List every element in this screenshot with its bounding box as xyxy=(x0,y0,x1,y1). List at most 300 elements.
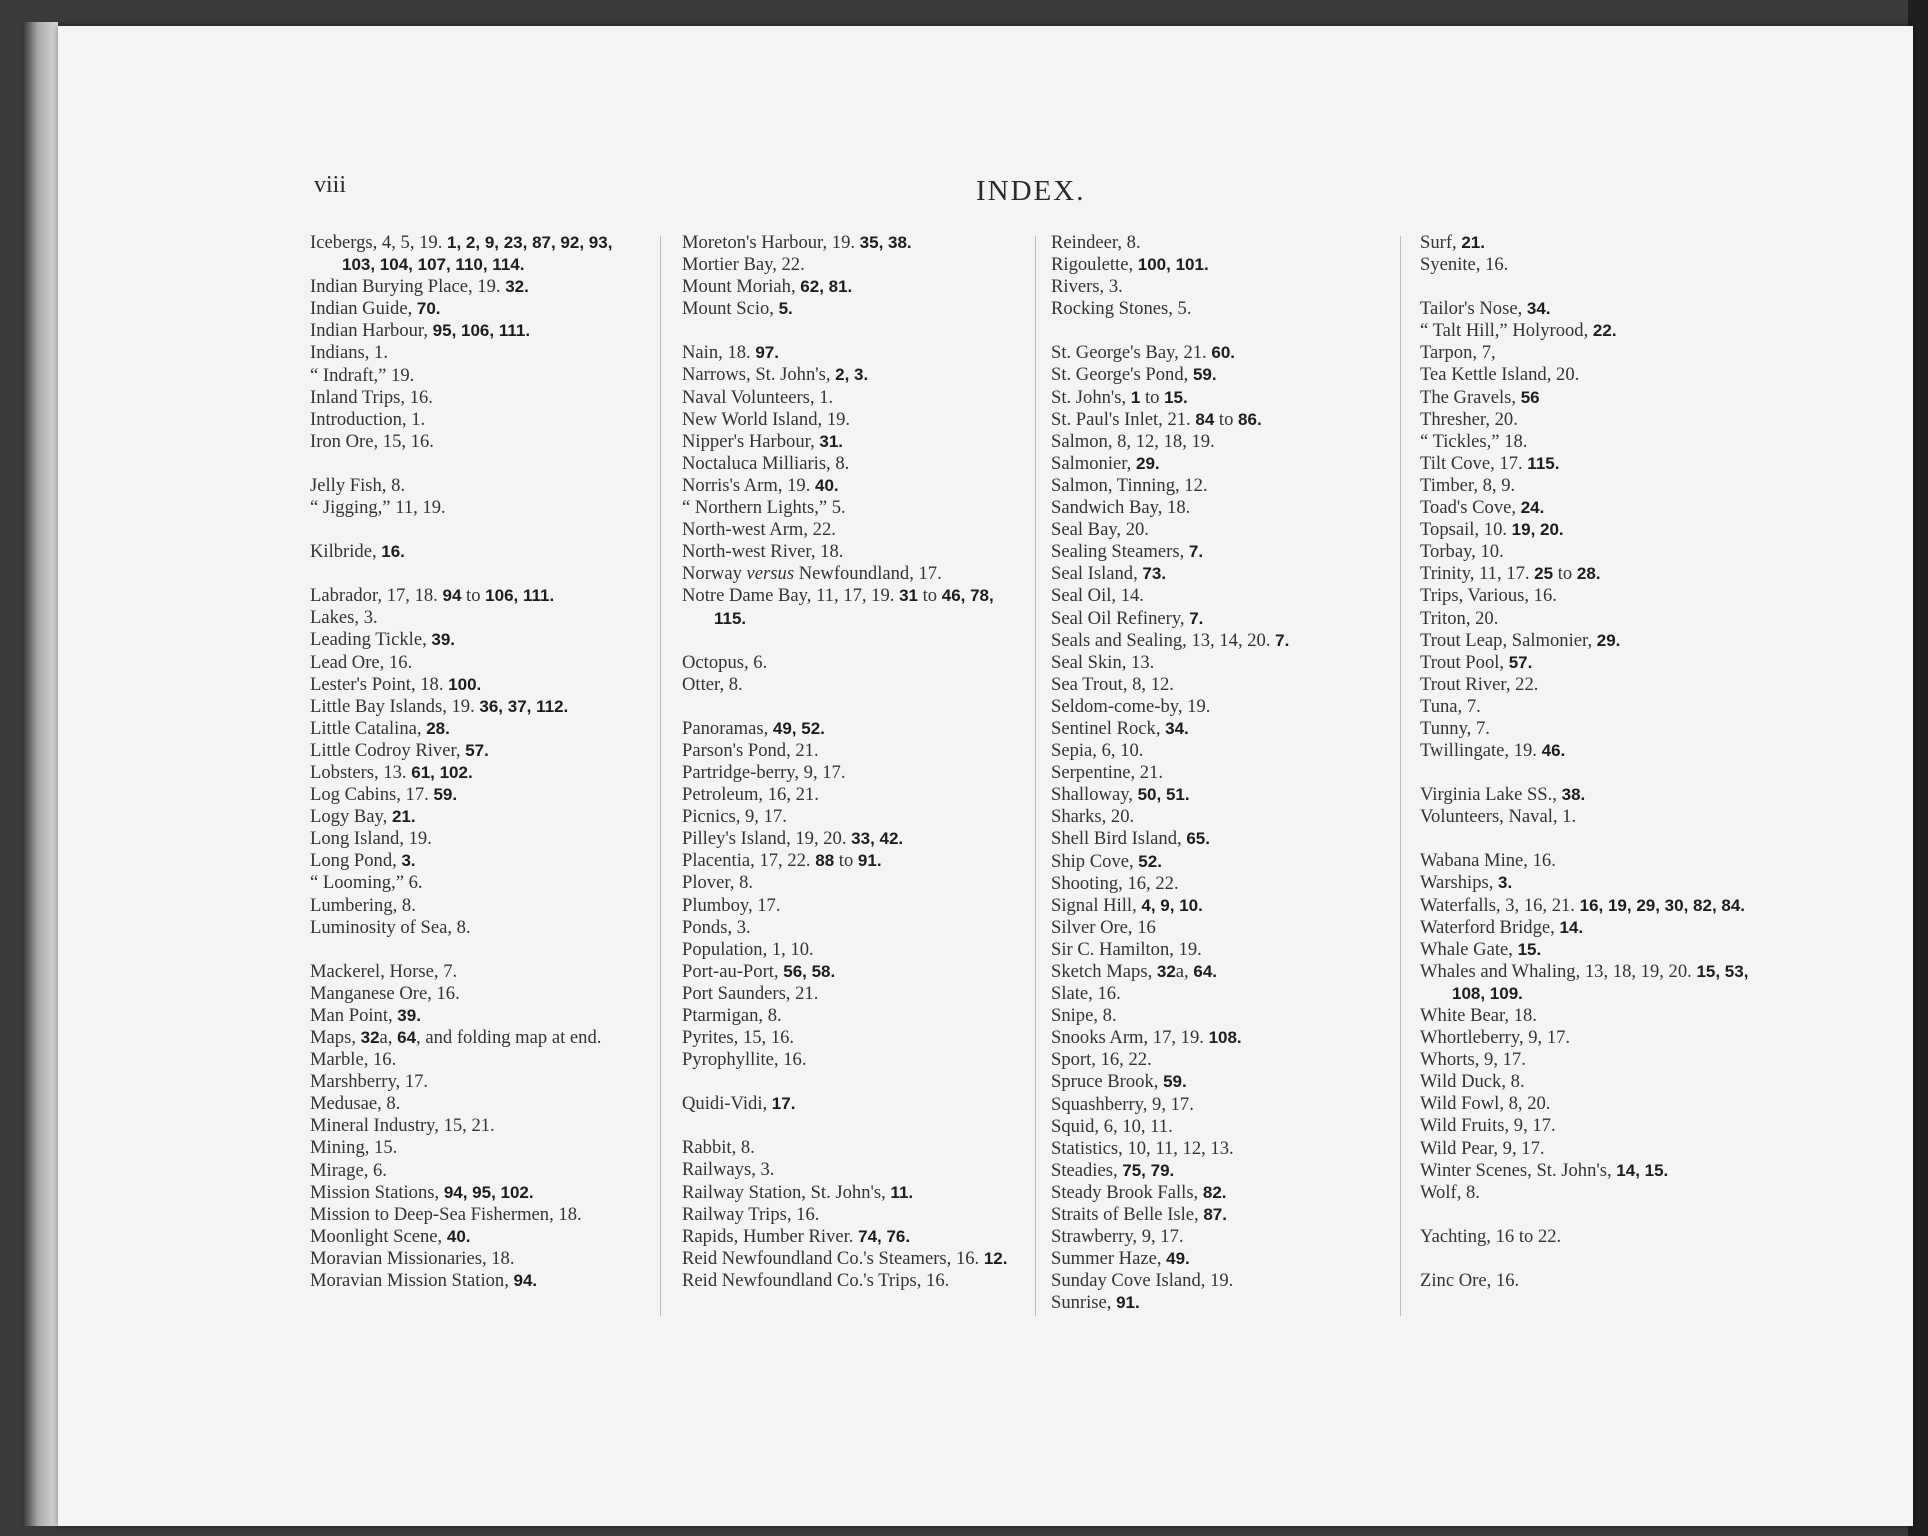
entry-text: Trips, Various, 16. xyxy=(1420,585,1557,607)
entry-text: a, xyxy=(379,1027,398,1048)
entry-text: Shalloway, xyxy=(1051,784,1138,806)
section-gap xyxy=(682,1115,1020,1137)
index-entry xyxy=(1420,961,1758,1005)
entry-text: Squid, 6, 10, 11. xyxy=(1051,1115,1173,1137)
plate-reference: 91. xyxy=(857,851,882,871)
index-entry xyxy=(682,762,1020,784)
entry-text: Indian Guide, xyxy=(310,298,417,320)
index-entry xyxy=(1420,1182,1758,1204)
plate-reference: 87. xyxy=(1203,1205,1227,1225)
entry-text: Norway xyxy=(682,563,747,585)
index-entry xyxy=(1420,519,1758,541)
plate-reference: 94 xyxy=(442,586,462,606)
column-rule xyxy=(1035,236,1036,1316)
entry-text: Waterford Bridge, xyxy=(1420,916,1560,938)
index-entry xyxy=(310,1093,648,1115)
entry-text: Seals and Sealing, 13, 14, 20. xyxy=(1051,629,1276,651)
index-column-1 xyxy=(310,232,648,1292)
index-entry xyxy=(1051,563,1389,585)
entry-text: Introduction, 1. xyxy=(310,408,426,430)
entry-text: Icebergs, 4, 5, 19. xyxy=(310,232,448,253)
plate-reference: 7. xyxy=(1189,608,1204,628)
entry-text: Syenite, 16. xyxy=(1420,254,1509,276)
index-entry xyxy=(682,1182,1020,1204)
entry-text: Partridge-berry, 9, 17. xyxy=(682,761,846,783)
entry-text: Noctaluca Milliaris, 8. xyxy=(682,452,850,474)
index-entry xyxy=(1051,1248,1389,1270)
entry-text: to xyxy=(1214,408,1239,430)
entry-text: Sharks, 20. xyxy=(1051,806,1135,828)
index-entry xyxy=(682,1204,1020,1226)
entry-text: Trinity, 11, 17. xyxy=(1420,563,1535,585)
index-entry xyxy=(1420,696,1758,718)
section-gap xyxy=(310,563,648,585)
entry-text: Port Saunders, 21. xyxy=(682,982,819,1004)
entry-text: Reid Newfoundland Co.'s Steamers, 16. xyxy=(682,1247,984,1269)
index-entry xyxy=(682,1093,1020,1115)
index-entry xyxy=(1051,939,1389,961)
plate-reference: 94, 95, 102. xyxy=(443,1182,534,1202)
plate-reference: 22. xyxy=(1592,321,1617,341)
plate-reference: 91. xyxy=(1116,1293,1140,1313)
entry-text: Leading Tickle, xyxy=(310,629,432,651)
index-entry xyxy=(1420,850,1758,872)
entry-text: , and folding map at end. xyxy=(416,1027,602,1048)
index-entry xyxy=(1420,895,1758,917)
section-gap xyxy=(682,1071,1020,1093)
italic-text: versus xyxy=(746,563,795,585)
section-gap xyxy=(310,453,648,475)
index-entry xyxy=(310,320,648,342)
entry-text: Log Cabins, 17. xyxy=(310,784,434,806)
plate-reference: 75, 79. xyxy=(1122,1160,1175,1180)
entry-text: Yachting, 16 to 22. xyxy=(1420,1225,1562,1247)
plate-reference: 94. xyxy=(513,1271,538,1291)
index-entry xyxy=(1420,541,1758,563)
plate-reference: 28. xyxy=(426,718,450,738)
index-entry xyxy=(682,541,1020,563)
book-binding-edge xyxy=(22,22,58,1526)
index-entry xyxy=(310,607,648,629)
index-entry xyxy=(682,563,1020,585)
index-entry xyxy=(1420,1093,1758,1115)
index-entry xyxy=(310,872,648,894)
index-entry xyxy=(310,1137,648,1159)
entry-text: Mission Stations, xyxy=(310,1181,444,1203)
index-entry xyxy=(310,784,648,806)
entry-text: Snooks Arm, 17, 19. xyxy=(1051,1027,1209,1049)
entry-text: Twillingate, 19. xyxy=(1420,740,1542,762)
entry-text: Whale Gate, xyxy=(1420,938,1518,960)
plate-reference: 57. xyxy=(465,740,489,760)
entry-text: Mission to Deep-Sea Fishermen, 18. xyxy=(310,1203,582,1225)
index-entry xyxy=(1051,1138,1389,1160)
entry-text: Rocking Stones, 5. xyxy=(1051,298,1192,320)
entry-text: “ Northern Lights,” 5. xyxy=(682,497,846,519)
index-entry xyxy=(1420,608,1758,630)
entry-text: Wild Pear, 9, 17. xyxy=(1420,1137,1545,1159)
entry-text: “ Tickles,” 18. xyxy=(1420,430,1528,452)
entry-text: Rabbit, 8. xyxy=(682,1137,755,1159)
index-entry xyxy=(682,1005,1020,1027)
entry-text: Seldom-come-by, 19. xyxy=(1051,695,1211,717)
index-entry xyxy=(682,718,1020,740)
index-entry xyxy=(682,519,1020,541)
entry-text: Toad's Cove, xyxy=(1420,497,1521,519)
index-entry xyxy=(310,718,648,740)
plate-reference: 46. xyxy=(1541,741,1566,761)
column-rule xyxy=(1400,236,1401,1316)
index-entry xyxy=(1051,630,1389,652)
index-entry xyxy=(682,1270,1020,1292)
plate-reference: 74, 76. xyxy=(858,1226,911,1246)
index-entry xyxy=(682,387,1020,409)
plate-reference: 11. xyxy=(890,1182,914,1202)
entry-text: Sea Trout, 8, 12. xyxy=(1051,673,1174,695)
index-entry xyxy=(682,850,1020,872)
entry-text: Plover, 8. xyxy=(682,872,754,894)
entry-text: Thresher, 20. xyxy=(1420,408,1518,430)
index-entry xyxy=(310,1248,648,1270)
entry-text: Seal Bay, 20. xyxy=(1051,519,1149,541)
plate-reference: 31. xyxy=(819,431,844,451)
plate-reference: 88 xyxy=(815,851,835,871)
plate-reference: 95, 106, 111. xyxy=(432,321,531,341)
entry-text: Sunday Cove Island, 19. xyxy=(1051,1270,1234,1292)
plate-reference: 70. xyxy=(416,299,441,319)
entry-text: Mount Moriah, xyxy=(682,276,801,298)
entry-text: Pilley's Island, 19, 20. xyxy=(682,828,852,850)
index-entry xyxy=(1051,696,1389,718)
entry-text: Newfoundland, 17. xyxy=(794,563,942,585)
plate-reference: 62, 81. xyxy=(800,277,853,297)
entry-text: Sunrise, xyxy=(1051,1292,1117,1314)
index-entry xyxy=(310,652,648,674)
index-entry xyxy=(1051,1071,1389,1093)
plate-reference: 49. xyxy=(1166,1249,1190,1269)
index-entry xyxy=(1051,585,1389,607)
entry-text: Shooting, 16, 22. xyxy=(1051,872,1179,894)
index-entry xyxy=(1420,630,1758,652)
plate-reference: 33, 42. xyxy=(851,829,904,849)
plate-reference: 25 xyxy=(1534,564,1554,584)
section-gap xyxy=(1051,320,1389,342)
entry-text: Whorts, 9, 17. xyxy=(1420,1049,1526,1071)
index-entry xyxy=(1051,232,1389,254)
index-entry xyxy=(1420,431,1758,453)
index-entry xyxy=(1051,1204,1389,1226)
plate-reference: 108. xyxy=(1208,1028,1242,1048)
index-entry xyxy=(682,652,1020,674)
section-gap xyxy=(682,320,1020,342)
entry-text: Reindeer, 8. xyxy=(1051,232,1141,253)
plate-reference: 46, 78, 115. xyxy=(714,586,994,628)
index-entry xyxy=(1420,364,1758,386)
plate-reference: 65. xyxy=(1186,829,1210,849)
entry-text: Norris's Arm, 19. xyxy=(682,474,815,496)
index-entry xyxy=(1420,652,1758,674)
entry-text: Naval Volunteers, 1. xyxy=(682,386,834,408)
index-entry xyxy=(682,961,1020,983)
plate-reference: 61, 102. xyxy=(411,762,473,782)
index-entry xyxy=(310,1027,648,1049)
index-entry xyxy=(310,365,648,387)
index-entry xyxy=(682,276,1020,298)
entry-text: Snipe, 8. xyxy=(1051,1005,1117,1027)
entry-text: Little Catalina, xyxy=(310,717,427,739)
index-entry xyxy=(1420,1160,1758,1182)
plate-reference: 73. xyxy=(1142,564,1167,584)
entry-text: Strawberry, 9, 17. xyxy=(1051,1226,1184,1248)
entry-text: Topsail, 10. xyxy=(1420,519,1512,541)
index-entry xyxy=(682,232,1020,254)
index-entry xyxy=(310,232,648,276)
plate-reference: 52. xyxy=(1138,851,1162,871)
index-entry xyxy=(310,961,648,983)
entry-text: Wild Fruits, 9, 17. xyxy=(1420,1115,1556,1137)
index-entry xyxy=(1051,453,1389,475)
index-entry xyxy=(1420,298,1758,320)
index-entry xyxy=(1051,519,1389,541)
index-entry xyxy=(1051,364,1389,386)
index-entry xyxy=(1420,320,1758,342)
index-entry xyxy=(1051,276,1389,298)
index-entry xyxy=(310,1160,648,1182)
index-entry xyxy=(682,431,1020,453)
index-entry xyxy=(682,475,1020,497)
entry-text: Serpentine, 21. xyxy=(1051,762,1164,784)
index-entry xyxy=(310,431,648,453)
index-entry xyxy=(1051,1292,1389,1314)
index-entry xyxy=(682,254,1020,276)
entry-text: Mirage, 6. xyxy=(310,1159,387,1181)
plate-reference: 7. xyxy=(1188,542,1204,562)
entry-text: Tilt Cove, 17. xyxy=(1420,452,1528,474)
plate-reference: 2, 3. xyxy=(835,365,869,385)
plate-reference: 21. xyxy=(391,807,416,827)
entry-text: Population, 1, 10. xyxy=(682,938,814,960)
entry-text: Sentinel Rock, xyxy=(1051,717,1166,739)
index-entry xyxy=(682,917,1020,939)
entry-text: Railway Station, St. John's, xyxy=(682,1181,891,1203)
entry-text: Warships, xyxy=(1420,872,1499,894)
index-entry xyxy=(310,1115,648,1137)
plate-reference: 4, 9, 10. xyxy=(1141,895,1203,915)
plate-reference: 59. xyxy=(1192,365,1217,385)
plate-reference: 84 xyxy=(1195,409,1215,429)
entry-text: Shell Bird Island, xyxy=(1051,828,1187,850)
entry-text: Zinc Ore, 16. xyxy=(1420,1269,1520,1291)
entry-text: Silver Ore, 16 xyxy=(1051,916,1156,938)
entry-text: Tunny, 7. xyxy=(1420,717,1490,739)
index-entry xyxy=(310,895,648,917)
index-entry xyxy=(310,1182,648,1204)
index-entry xyxy=(310,917,648,939)
entry-text: Mackerel, Horse, 7. xyxy=(310,960,458,982)
index-entry xyxy=(310,1226,648,1248)
index-entry xyxy=(1420,740,1758,762)
index-entry xyxy=(682,1137,1020,1159)
plate-reference: 35, 38. xyxy=(859,233,912,252)
plate-reference: 29. xyxy=(1135,453,1160,473)
plate-reference: 15. xyxy=(1164,387,1188,407)
index-entry xyxy=(1051,1005,1389,1027)
entry-text: Lead Ore, 16. xyxy=(310,651,413,673)
index-entry xyxy=(310,409,648,431)
index-entry xyxy=(682,1159,1020,1181)
index-entry xyxy=(1420,409,1758,431)
entry-text: Whales and Whaling, 13, 18, 19, 20. xyxy=(1420,960,1697,982)
entry-text: Ship Cove, xyxy=(1051,850,1139,872)
entry-text: Virginia Lake SS., xyxy=(1420,784,1562,806)
entry-text: “ Indraft,” 19. xyxy=(310,364,415,386)
entry-text: to xyxy=(461,585,486,607)
plate-reference: 29. xyxy=(1596,630,1621,650)
entry-text: Otter, 8. xyxy=(682,673,743,695)
index-entry xyxy=(1051,740,1389,762)
entry-text: Ptarmigan, 8. xyxy=(682,1005,782,1026)
index-entry xyxy=(682,674,1020,696)
plate-reference: 64. xyxy=(1193,962,1217,981)
index-entry xyxy=(1420,585,1758,607)
entry-text: Whortleberry, 9, 17. xyxy=(1420,1027,1571,1049)
entry-text: St. Paul's Inlet, 21. xyxy=(1051,408,1196,430)
index-entry xyxy=(682,939,1020,961)
index-entry xyxy=(1051,541,1389,563)
plate-reference: 3. xyxy=(401,851,416,871)
entry-text: Mount Scio, xyxy=(682,298,779,320)
entry-text: Surf, xyxy=(1420,232,1462,253)
entry-text: Seal Oil, 14. xyxy=(1051,585,1144,607)
index-entry xyxy=(682,1027,1020,1049)
plate-reference: 82. xyxy=(1202,1182,1227,1202)
index-entry xyxy=(682,895,1020,917)
index-entry xyxy=(1051,1226,1389,1248)
entry-text: Seal Island, xyxy=(1051,563,1143,585)
entry-text: Tarpon, 7, xyxy=(1420,342,1496,364)
entry-text: Rivers, 3. xyxy=(1051,276,1123,298)
plate-reference: 86. xyxy=(1238,409,1262,429)
entry-text: Indians, 1. xyxy=(310,342,388,364)
index-entry xyxy=(1051,298,1389,320)
index-entry xyxy=(310,762,648,784)
entry-text: a, xyxy=(1175,961,1194,982)
index-column-2 xyxy=(682,232,1020,1292)
index-entry xyxy=(310,541,648,563)
plate-reference: 50, 51. xyxy=(1137,785,1190,805)
plate-reference: 1, 2, 9, 23, 87, 92, 93, 103, 104, 107, 110, 114. xyxy=(342,233,613,275)
plate-reference: 36, 37, 112. xyxy=(479,696,569,716)
entry-text: Statistics, 10, 11, 12, 13. xyxy=(1051,1137,1234,1159)
entry-text: Salmonier, xyxy=(1051,452,1136,474)
index-entry xyxy=(1051,851,1389,873)
plate-reference: 32 xyxy=(360,1028,380,1047)
entry-text: Little Bay Islands, 19. xyxy=(310,695,480,717)
index-entry xyxy=(1051,784,1389,806)
index-entry xyxy=(1420,1226,1758,1248)
section-gap xyxy=(310,939,648,961)
plate-reference: 15, 53, 108, 109. xyxy=(1452,961,1749,1003)
index-entry xyxy=(310,1005,648,1027)
index-entry xyxy=(310,387,648,409)
entry-text: North-west Arm, 22. xyxy=(682,519,836,541)
entry-text: Logy Bay, xyxy=(310,806,392,828)
entry-text: Nipper's Harbour, xyxy=(682,430,820,452)
plate-reference: 32. xyxy=(505,277,529,297)
entry-text: Salmon, Tinning, 12. xyxy=(1051,474,1208,496)
entry-text: to xyxy=(834,850,858,872)
entry-text: Seal Skin, 13. xyxy=(1051,651,1155,673)
entry-text: to xyxy=(1553,563,1577,585)
entry-text: Octopus, 6. xyxy=(682,651,768,673)
index-entry xyxy=(310,298,648,320)
entry-text: “ Talt Hill,” Holyrood, xyxy=(1420,320,1593,342)
entry-text: Indian Burying Place, 19. xyxy=(310,276,506,298)
plate-reference: 24. xyxy=(1520,498,1545,518)
entry-text: Rapids, Humber River. xyxy=(682,1225,859,1247)
entry-text: Wild Duck, 8. xyxy=(1420,1071,1525,1093)
entry-text: Placentia, 17, 22. xyxy=(682,850,816,872)
index-entry xyxy=(1051,1049,1389,1071)
index-entry xyxy=(1051,1270,1389,1292)
entry-text: Port-au-Port, xyxy=(682,960,784,982)
entry-text: Timber, 8, 9. xyxy=(1420,474,1516,496)
entry-text: “ Jigging,” 11, 19. xyxy=(310,497,446,519)
plate-reference: 19, 20. xyxy=(1511,520,1564,540)
entry-text: Plumboy, 17. xyxy=(682,894,781,916)
index-entry xyxy=(310,983,648,1005)
index-entry xyxy=(1420,387,1758,409)
entry-text: Winter Scenes, St. John's, xyxy=(1420,1159,1617,1181)
index-entry xyxy=(310,674,648,696)
index-entry xyxy=(1420,784,1758,806)
section-gap xyxy=(1420,1204,1758,1226)
entry-text: Lakes, 3. xyxy=(310,607,378,629)
section-gap xyxy=(1420,762,1758,784)
plate-reference: 56 xyxy=(1520,387,1540,407)
index-entry xyxy=(1051,497,1389,519)
index-entry xyxy=(682,585,1020,629)
entry-text: Reid Newfoundland Co.'s Trips, 16. xyxy=(682,1269,950,1291)
index-entry xyxy=(1051,917,1389,939)
index-entry xyxy=(1051,409,1389,431)
entry-text: Trout River, 22. xyxy=(1420,673,1539,695)
entry-text: Summer Haze, xyxy=(1051,1248,1167,1270)
index-entry xyxy=(310,497,648,519)
plate-reference: 56, 58. xyxy=(783,961,836,981)
entry-text: The Gravels, xyxy=(1420,386,1521,408)
entry-text: Labrador, 17, 18. xyxy=(310,585,443,607)
plate-reference: 12. xyxy=(983,1248,1008,1268)
index-entry xyxy=(1051,652,1389,674)
index-entry xyxy=(310,342,648,364)
entry-text: White Bear, 18. xyxy=(1420,1005,1537,1026)
plate-reference: 40. xyxy=(815,475,839,495)
index-entry xyxy=(1051,983,1389,1005)
entry-text: Indian Harbour, xyxy=(310,320,433,342)
entry-text: Moravian Missionaries, 18. xyxy=(310,1247,515,1269)
entry-text: North-west River, 18. xyxy=(682,541,844,563)
index-entry xyxy=(1051,828,1389,850)
index-entry xyxy=(1420,1049,1758,1071)
entry-text: Narrows, St. John's, xyxy=(682,364,836,386)
entry-text: Slate, 16. xyxy=(1051,983,1121,1005)
index-entry xyxy=(682,342,1020,364)
plate-reference: 115. xyxy=(1527,453,1560,473)
entry-text: Squashberry, 9, 17. xyxy=(1051,1093,1194,1115)
index-entry xyxy=(1420,1115,1758,1137)
entry-text: Sepia, 6, 10. xyxy=(1051,740,1144,762)
